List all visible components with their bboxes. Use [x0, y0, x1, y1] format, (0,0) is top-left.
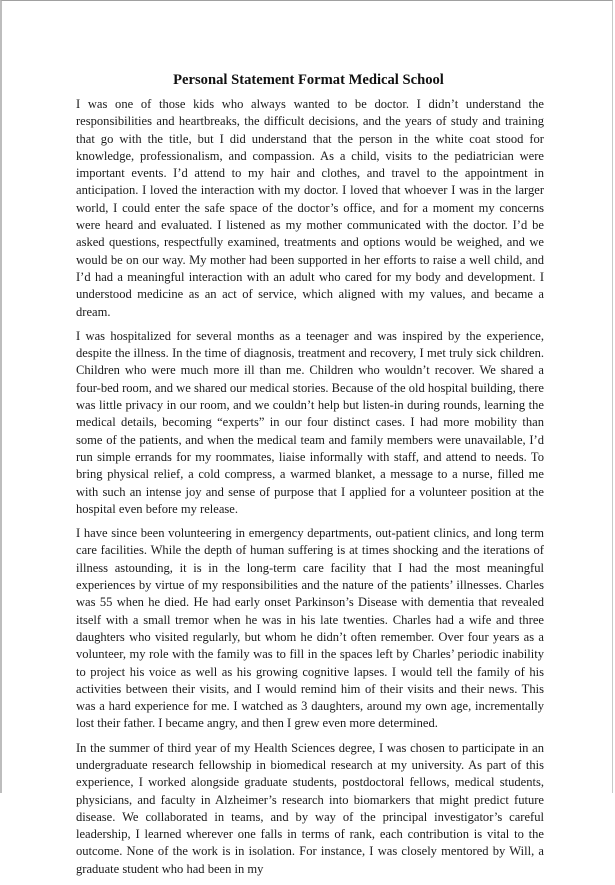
- document-body: [76, 96, 544, 885]
- paragraph-4: In the summer of third year of my Health Sciences degree, I was chosen to participate in an undergraduate research fellowship in biomedical research at my university. As part of this experience, I worked alongside graduate students, postdoctoral fellows, medical students, physicians, and faculty in Alzheimer’s research into biomarkers that might predict future disease. We collaborated in teams, and by way of the principal investigator’s careful leadership, I learned wherever one falls in terms of rank, each contribution is vital to the outcome. None of the work is in isolation. For instance, I was closely mentored by Will, a graduate student who had been in my: [76, 740, 544, 876]
- paragraph-2: I was hospitalized for several months as a teenager and was inspired by the experience, despite the illness. In the time of diagnosis, treatment and recovery, I met truly sick children. Children who were much more ill than me. Children who wouldn’t recover. We shared a four-bed room, and we shared our medical stories. Because of the old hospital building, there was little privacy in our room, and we couldn’t help but listen-in during rounds, learning the medical details, becoming “experts” in our four distinct cases. I had more mobility than some of the patients, and when the medical team and family members were unavailable, I’d run simple errands for my roommates, liaise informally with staff, and attend to needs. To bring physical relief, a cold compress, a warmed blanket, a message to a nurse, filled me with such an intense joy and sense of purpose that I applied for a volunteer position at the hospital even before my release.: [76, 328, 544, 516]
- paragraph-1: I was one of those kids who always wanted to be doctor. I didn’t understand the responsibilities and heartbreaks, the difficult decisions, and the years of study and training that go with the title, but I did understand that the person in the white coat stood for knowledge, professionalism, and compassion. As a child, visits to the pediatrician were important events. I’d attend to my hair and clothes, and travel to the appointment in anticipation. I loved the interaction with my doctor. I loved that whoever I was in the larger world, I could enter the safe space of the doctor’s office, and for a moment my concerns were heard and evaluated. I listened as my mother communicated with the doctor. I’d be asked questions, respectfully examined, treatments and options would be weighed, and we would be on our way. My mother had been supported in her efforts to raise a well child, and I’d had a meaningful interaction with an adult who cared for my body and development. I understood medicine as an act of service, which aligned with my values, and became a dream.: [76, 97, 544, 319]
- paragraph-3: I have since been volunteering in emergency departments, out-patient clinics, and long term care facilities. While the depth of human suffering is at times shocking and the iterations of illness astounding, it is in the long-term care facility that I had the most meaningful experiences by virtue of my responsibilities and the nature of the patients’ illnesses. Charles was 55 when he died. He had early onset Parkinson’s Disease with dementia that revealed itself with a small tremor when he was in his late twenties. Charles had a wife and three daughters who visited regularly, but whom he didn’t often remember. Over four years as a volunteer, my role with the family was to fill in the spaces left by Charles’ periodic inability to project his voice as well as his growing cognitive lapses. I would tell the family of his activities between their visits, and I would remind him of their visits and their news. This was a hard experience for me. I watched as 3 daughters, around my own age, incrementally lost their father. I became angry, and then I grew even more determined.: [76, 526, 544, 731]
- document-title: Personal Statement Format Medical School: [173, 72, 444, 88]
